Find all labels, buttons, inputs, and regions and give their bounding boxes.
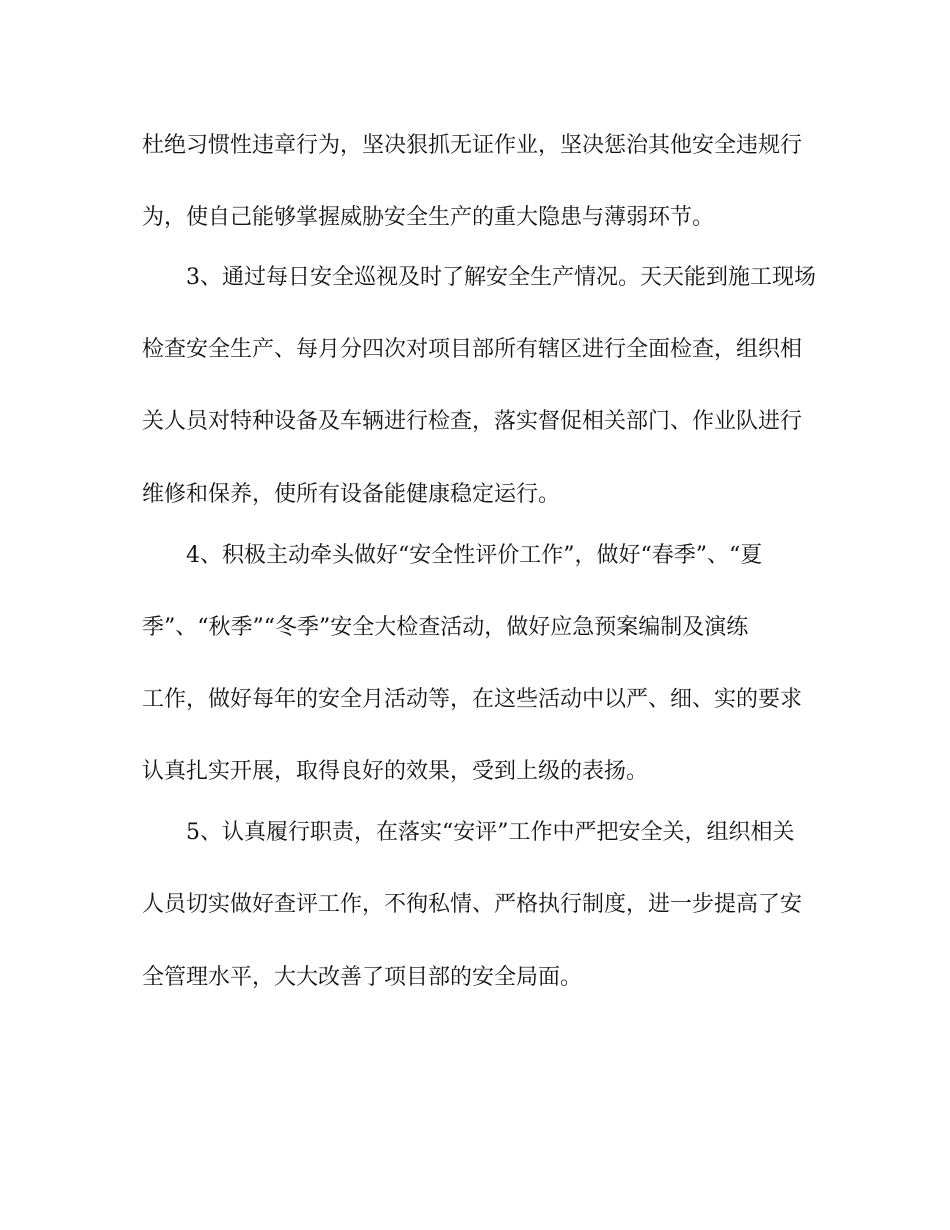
text-line-1: 杜绝习惯性违章行为，坚决狠抓无证作业，坚决惩治其他安全违规行 [142, 133, 803, 158]
text-line-5: 关人员对特种设备及车辆进行检查，落实督促相关部门、作业队进行 [142, 409, 803, 434]
text-line-11: 5、认真履行职责，在落实“安评”工作中严把安全关，组织相关 [186, 820, 795, 845]
text-line-6: 维修和保养，使所有设备能健康稳定运行。 [142, 482, 561, 507]
text-line-9: 工作，做好每年的安全月活动等，在这些活动中以严、细、实的要求 [142, 687, 803, 712]
text-line-10: 认真扎实开展，取得良好的效果，受到上级的表扬。 [142, 759, 649, 784]
text-line-3: 3、通过每日安全巡视及时了解安全生产情况。天天能到施工现场 [186, 265, 816, 290]
text-line-7: 4、积极主动牵头做好“安全性评价工作”，做好“春季”、“夏 [186, 543, 763, 568]
text-line-13: 全管理水平，大大改善了项目部的安全局面。 [142, 965, 583, 990]
text-line-2: 为，使自己能够掌握威胁安全生产的重大隐患与薄弱环节。 [142, 205, 715, 230]
text-line-4: 检查安全生产、每月分四次对项目部所有辖区进行全面检查，组织相 [142, 337, 803, 362]
text-line-12: 人员切实做好查评工作，不徇私情、严格执行制度，进一步提高了安 [142, 892, 803, 917]
text-line-8: 季”、“秋季”“冬季”安全大检查活动，做好应急预案编制及演练 [142, 615, 749, 640]
